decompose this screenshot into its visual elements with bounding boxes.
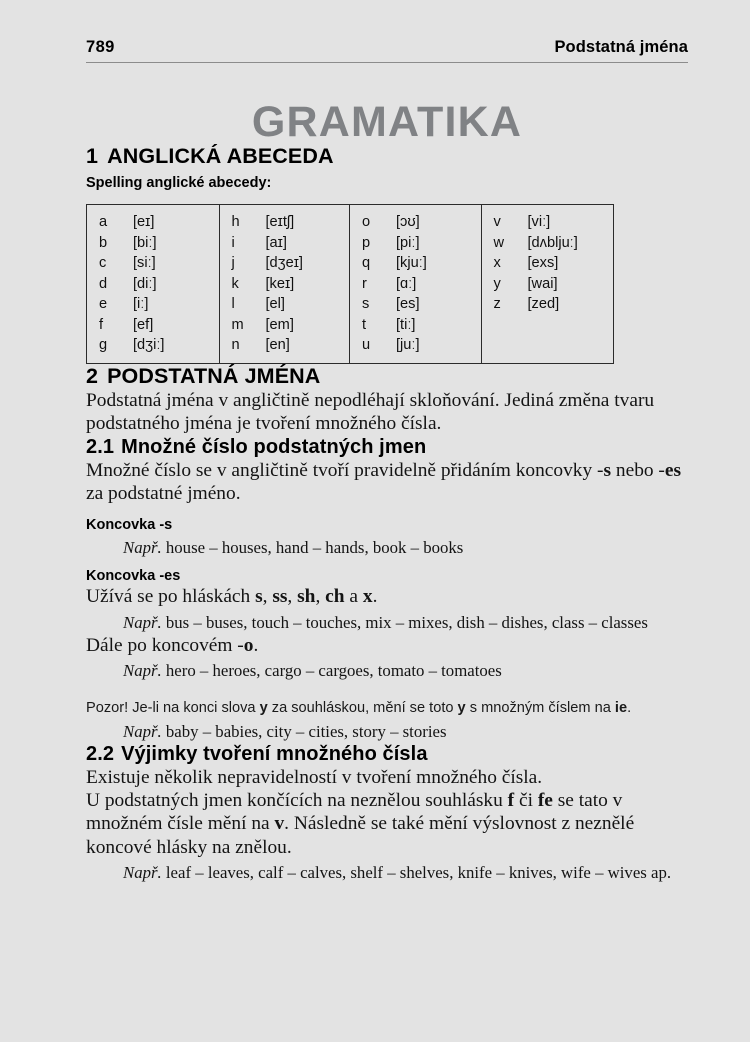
- letter: j: [231, 255, 235, 272]
- letter: w: [493, 234, 505, 251]
- letter: b: [99, 234, 108, 251]
- letter: m: [231, 316, 244, 333]
- alphabet-entry: [362, 315, 481, 336]
- letter: p: [362, 234, 371, 251]
- alphabet-entry: [232, 233, 350, 254]
- letter: k: [231, 275, 239, 292]
- exceptions-rule: U podstatných jmen končících na neznělou souhlásku f či fe se tato v množném čísle mění na v. Následně se také mění výslovnost z neznělé koncové hlásky na znělou.: [86, 790, 635, 858]
- ipa: [dʒiː]: [133, 337, 165, 354]
- ipa: [ɑː]: [396, 275, 417, 292]
- alphabet-entry: [494, 294, 614, 315]
- plural-note: Pozor! Je-li na konci slova y za souhláskou, mění se toto y s množným číslem na ie.: [86, 700, 632, 717]
- subsection-title: Množné číslo podstatných jmen: [121, 435, 427, 458]
- section-number: 2: [86, 364, 99, 389]
- letter: g: [99, 337, 108, 354]
- letter: i: [231, 234, 235, 251]
- letter: z: [493, 296, 501, 313]
- exceptions-example: Např. leaf – leaves, calf – calves, shelf – shelves, knife – knives, wife – wives ap.: [123, 863, 672, 883]
- alphabet-entry: [362, 335, 481, 356]
- letter: a: [99, 214, 108, 231]
- ipa: [en]: [265, 337, 290, 354]
- ipa: [diː]: [133, 275, 157, 292]
- ipa: [wai]: [527, 275, 558, 292]
- letter: e: [99, 296, 108, 313]
- letter: n: [231, 337, 240, 354]
- letter: h: [231, 214, 240, 231]
- alphabet-entry: [99, 233, 219, 254]
- o-rule: Dále po koncovém -o.: [86, 634, 259, 656]
- chapter-title: Podstatná jména: [554, 38, 688, 56]
- section-heading-alphabet: [86, 144, 688, 169]
- ipa: [ef]: [133, 316, 154, 333]
- ipa: [kjuː]: [396, 255, 427, 272]
- alphabet-entry: [232, 253, 350, 274]
- alphabet-entry: [494, 212, 614, 233]
- plural-intro: Množné číslo se v angličtině tvoří pravidelně přidáním koncovky -s nebo -es za podstatné jméno.: [86, 459, 682, 505]
- letter: r: [362, 275, 367, 292]
- letter: u: [362, 337, 371, 354]
- ipa: [piː]: [396, 234, 420, 251]
- section-title: PODSTATNÁ JMÉNA: [107, 364, 321, 389]
- subsection-heading-exceptions: [86, 743, 688, 766]
- alphabet-entry: [494, 274, 614, 295]
- subsection-number: 2.1: [86, 435, 115, 458]
- page-number: 789: [86, 38, 115, 56]
- alphabet-entry: [362, 253, 481, 274]
- alphabet-entry: [232, 294, 350, 315]
- ipa: [iː]: [133, 296, 149, 313]
- alphabet-column: [350, 205, 482, 363]
- section-heading-nouns: [86, 364, 688, 389]
- ipa: [aɪ]: [265, 234, 287, 251]
- alphabet-entry: [362, 294, 481, 315]
- ipa: [exs]: [527, 255, 559, 272]
- ipa: [tiː]: [396, 316, 416, 333]
- letter: q: [362, 255, 371, 272]
- alphabet-column: [87, 205, 220, 363]
- alphabet-entry: [99, 212, 219, 233]
- ipa: [dʌbljuː]: [527, 234, 578, 251]
- alphabet-entry: [232, 315, 350, 336]
- ipa: [em]: [265, 316, 294, 333]
- ipa: [keɪ]: [265, 275, 295, 292]
- alphabet-entry: [494, 253, 614, 274]
- letter: y: [493, 275, 501, 292]
- letter: d: [99, 275, 108, 292]
- ipa: [es]: [396, 296, 420, 313]
- alphabet-entry: [99, 315, 219, 336]
- ipa: [zed]: [527, 296, 560, 313]
- exceptions-intro: Existuje několik nepravidelností v tvoření množného čísla.: [86, 766, 543, 788]
- ipa: [el]: [265, 296, 285, 313]
- alphabet-entry: [232, 274, 350, 295]
- nouns-intro: Podstatná jména v angličtině nepodléhají skloňování. Jediná změna tvaru podstatného jména je tvoření množného čísla.: [86, 389, 655, 435]
- alphabet-entry: [99, 294, 219, 315]
- ipa: [eɪ]: [133, 214, 155, 231]
- ipa: [juː]: [396, 337, 420, 354]
- letter: v: [493, 214, 501, 231]
- section-title: ANGLICKÁ ABECEDA: [107, 144, 334, 168]
- alphabet-entry: [362, 233, 481, 254]
- ending-s-label: Koncovka -s: [86, 516, 173, 533]
- letter: x: [493, 255, 501, 272]
- subsection-number: 2.2: [86, 742, 115, 765]
- letter: f: [99, 316, 104, 333]
- letter: l: [231, 296, 235, 313]
- ipa: [ɔʊ]: [396, 214, 420, 231]
- alphabet-entry: [232, 335, 350, 356]
- ipa: [viː]: [527, 214, 551, 231]
- page-title: GRAMATIKA: [251, 98, 523, 146]
- alphabet-entry: [99, 253, 219, 274]
- alphabet-entry: [362, 274, 481, 295]
- ipa: [biː]: [133, 234, 157, 251]
- alphabet-entry: [99, 274, 219, 295]
- letter: o: [362, 214, 371, 231]
- alphabet-subtitle: Spelling anglické abecedy:: [86, 174, 272, 191]
- ending-es-rule: Užívá se po hláskách s, ss, sh, ch a x.: [86, 586, 378, 608]
- alphabet-column: [482, 205, 614, 363]
- alphabet-entry: [232, 212, 350, 233]
- alphabet-entry: [99, 335, 219, 356]
- section-number: 1: [86, 144, 99, 168]
- alphabet-table: [86, 204, 614, 364]
- subsection-title: Výjimky tvoření množného čísla: [121, 742, 428, 765]
- alphabet-column: [220, 205, 351, 363]
- ending-es-example: Např. bus – buses, touch – touches, mix – mixes, dish – dishes, class – classes: [123, 612, 648, 632]
- letter: c: [99, 255, 107, 272]
- letter: t: [362, 316, 367, 333]
- subsection-heading-plural: [86, 436, 688, 459]
- alphabet-entry: [494, 233, 614, 254]
- alphabet-entry: [362, 212, 481, 233]
- note-example: Např. baby – babies, city – cities, story – stories: [123, 721, 447, 741]
- ipa: [eɪtʃ]: [265, 214, 295, 231]
- ipa: [dʒeɪ]: [265, 255, 303, 272]
- running-head: [86, 38, 688, 63]
- letter: s: [362, 296, 370, 313]
- ending-s-example: Např. house – houses, hand – hands, book – books: [123, 538, 464, 558]
- ending-es-label: Koncovka -es: [86, 568, 181, 585]
- o-example: Např. hero – heroes, cargo – cargoes, tomato – tomatoes: [123, 661, 502, 681]
- ipa: [siː]: [133, 255, 156, 272]
